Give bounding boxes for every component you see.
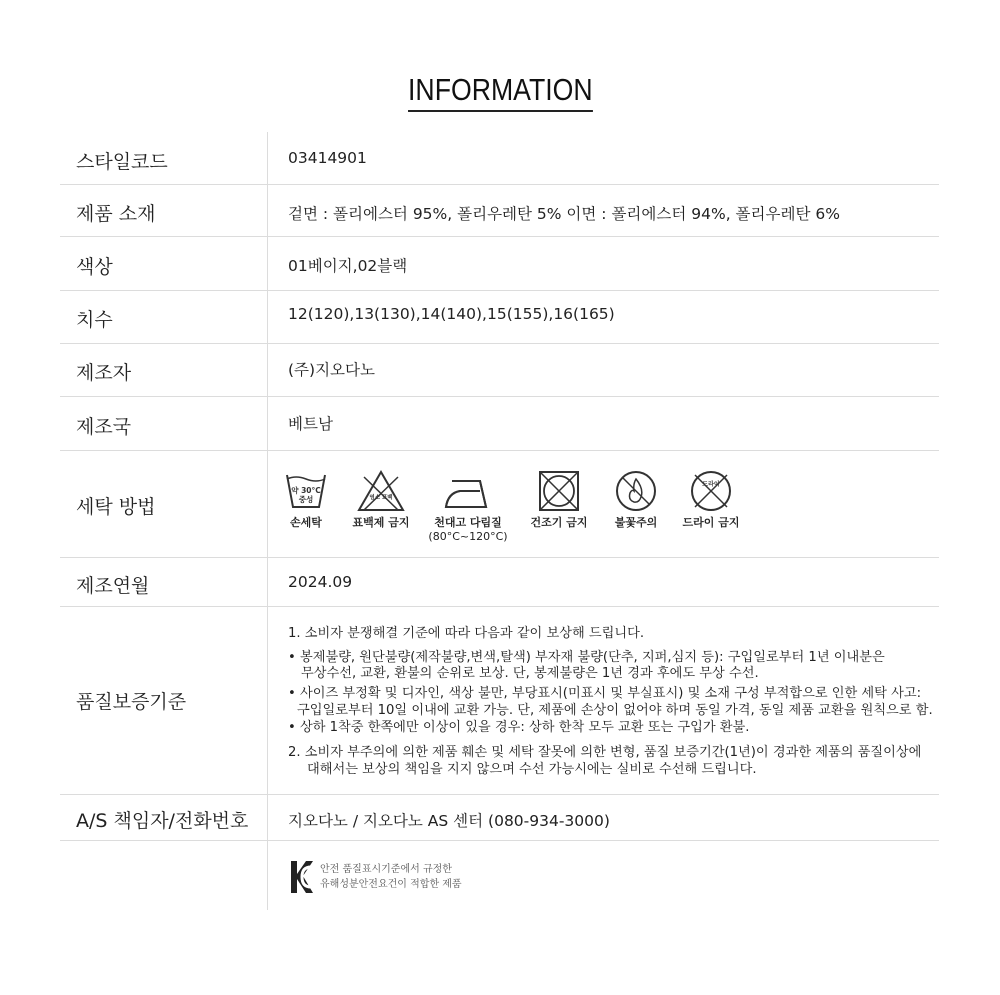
row-value: 03414901 [288,149,367,167]
care-caption: 드라이 금지 [682,516,740,529]
row-value: 01베이지,02블랙 [288,257,408,275]
quality-bullet-2-cont: 구입일로부터 10일 이내에 교환 가능. 단, 제품에 손상이 없어야 하며 동일 가격, 동일 제품 교환을 원칙으로 함. [297,703,933,718]
row-label: 치수 [76,309,113,331]
no-tumble-dry-icon [524,469,594,530]
row-material [60,185,939,237]
row-label: 제조자 [76,362,132,384]
row-color [60,237,939,291]
row-country [60,397,939,451]
kc-text [320,862,462,892]
svg-text:약 30°C: 약 30°C [291,486,321,495]
no-bleach-icon [346,469,416,530]
quality-item-1: 1. 소비자 분쟁해결 기준에 따라 다음과 같이 보상해 드립니다. [288,626,645,641]
care-caption: 손세탁 [290,516,322,529]
svg-text:드라이: 드라이 [702,481,720,488]
row-label: 제품 소재 [76,203,156,225]
quality-bullet-1-cont: 무상수선, 교환, 환불의 순위로 보상. 단, 봉제불량은 1년 경과 후에도 무상 수선. [301,666,759,681]
row-value: 2024.09 [288,573,353,591]
row-washing [60,451,939,558]
row-style-code [60,132,939,185]
quality-bullet-3: • 상하 1착중 한쪽에만 이상이 있을 경우: 상하 한착 모두 교환 또는 구입가 환불. [288,720,750,735]
row-as [60,795,939,841]
care-symbols [284,469,744,549]
svg-text:염소 표백: 염소 표백 [369,495,393,501]
row-date [60,558,939,607]
hand-wash-icon [284,469,328,530]
row-label: 색상 [76,256,113,278]
kc-text-line: 안전 품질표시기준에서 규정한 [320,864,452,875]
row-value: 12(120),13(130),14(140),15(155),16(165) [288,305,615,323]
row-kc [60,841,939,910]
row-label: 세탁 방법 [76,496,156,518]
quality-bullet-2: • 사이즈 부정확 및 디자인, 색상 불만, 부당표시(미표시 및 부실표시) 및 소재 구성 부적합으로 인한 세탁 사고: [288,686,922,701]
row-quality [60,607,939,795]
row-label: 스타일코드 [76,151,168,173]
no-dry-clean-icon [676,469,746,530]
row-label: 제조국 [76,416,132,438]
row-value: 베트남 [288,415,333,433]
row-label: 제조연월 [76,575,150,597]
row-manufacturer [60,344,939,397]
svg-text:중성: 중성 [298,495,314,504]
quality-item-2: 2. 소비자 부주의에 의한 제품 훼손 및 세탁 잘못에 의한 변형, 품질 보증기간(1년)이 경과한 제품의 품질이상에 [288,745,922,760]
care-caption: 건조기 금지 [530,516,588,529]
row-size [60,291,939,344]
quality-bullet-1: • 봉제불량, 원단불량(제작불량,변색,탈색) 부자재 불량(단추, 지퍼,심지 등): 구입일로부터 1년 이내분은 [288,650,885,665]
care-caption: 천대고 다림질 [434,516,502,529]
row-label: 품질보증기준 [76,691,187,713]
iron-icon [428,469,508,544]
row-label: A/S 책임자/전화번호 [76,810,249,832]
row-value: 지오다노 / 지오다노 AS 센터 (080-934-3000) [288,812,610,830]
kc-text-line: 유해성분안전요건이 적합한 제품 [320,879,462,890]
flame-caution-icon [606,469,666,530]
quality-item-2-cont: 대해서는 보상의 책임을 지지 않으며 수선 가능시에는 실비로 수선해 드립니다. [307,762,757,777]
care-caption: 불꽃주의 [614,516,658,529]
care-caption: 표백제 금지 [352,516,410,529]
row-value: 겉면 : 폴리에스터 95%, 폴리우레탄 5% 이면 : 폴리에스터 94%, 폴리우레탄 6% [288,205,840,223]
care-caption-temp: (80°C~120°C) [428,530,508,543]
row-value: (주)지오다노 [288,361,375,379]
page-title: INFORMATION [0,72,1000,112]
kc-mark-icon [288,859,314,895]
